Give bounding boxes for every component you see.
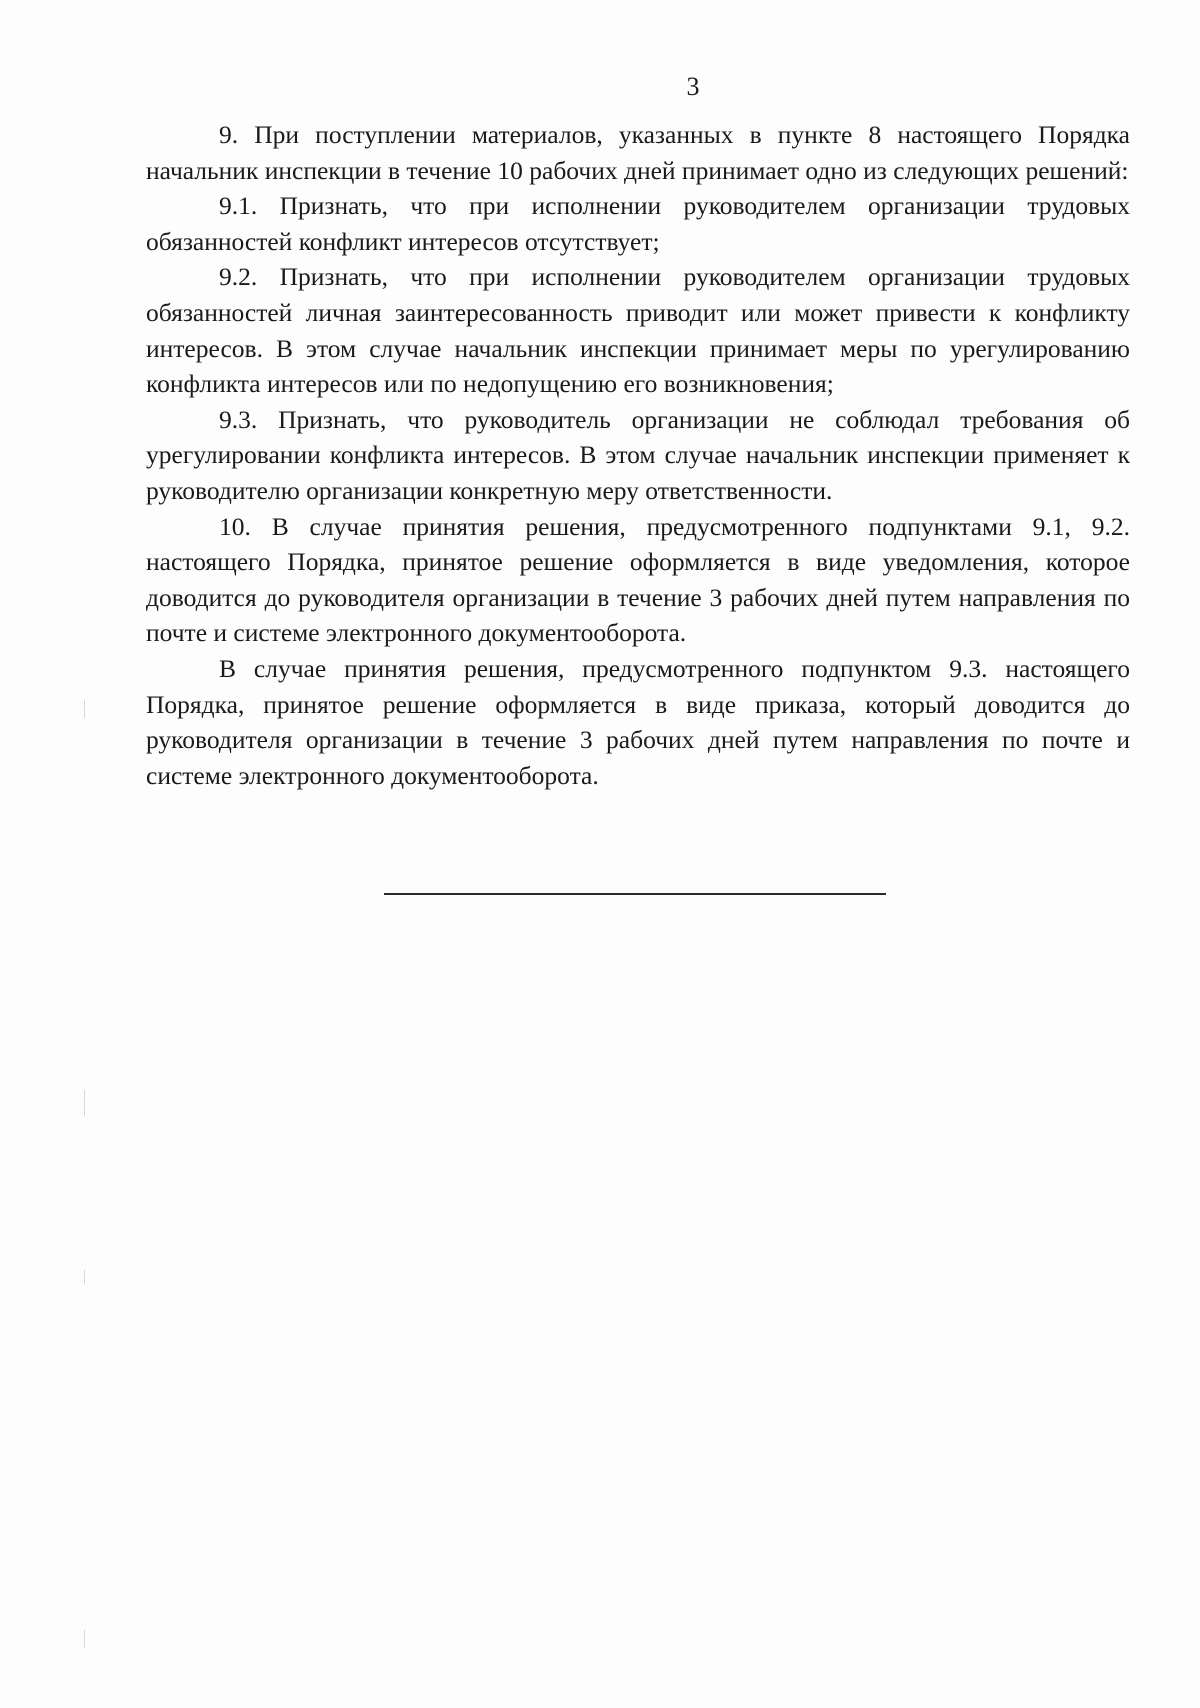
end-separator-line [384, 893, 886, 895]
scan-margin-mark [84, 1090, 85, 1116]
paragraph-10-continued: В случае принятия решения, предусмотренного подпунктом 9.3. настоящего Порядка, принятое решение оформляется в виде приказа, который доводится до руководителя организации в течение 3 рабочих дней путем направления по почте и системе электронного документооборота. [146, 653, 1130, 790]
scan-margin-mark [84, 1630, 85, 1648]
paragraph-9: 9. При поступлении материалов, указанных в пункте 8 настоящего Порядка начальник инспекции в течение 10 рабочих дней принимает одно из следующих решений: [146, 120, 1130, 185]
document-body [146, 117, 1130, 793]
page-number: 3 [686, 72, 700, 101]
scan-margin-mark [84, 700, 85, 718]
scan-margin-mark [84, 1270, 85, 1284]
paragraph-9-1: 9.1. Признать, что при исполнении руководителем организации трудовых обязанностей конфликт интересов отсутствует; [146, 191, 1130, 256]
paragraph-10: 10. В случае принятия решения, предусмотренного подпунктами 9.1, 9.2. настоящего Порядка, принятое решение оформляется в виде уведомления, которое доводится до руководителя организации в течение 3 рабочих дней путем направления по почте и системе электронного документооборота. [146, 511, 1130, 648]
paragraph-9-3: 9.3. Признать, что руководитель организации не соблюдал требования об урегулировании конфликта интересов. В этом случае начальник инспекции применяет к руководителю организации конкретную меру ответственности. [146, 404, 1130, 505]
paragraph-9-2: 9.2. Признать, что при исполнении руководителем организации трудовых обязанностей личная заинтересованность приводит или может привести к конфликту интересов. В этом случае начальник инспекции принимает меры по урегулированию конфликта интересов или по недопущению его возникновения; [146, 262, 1130, 399]
